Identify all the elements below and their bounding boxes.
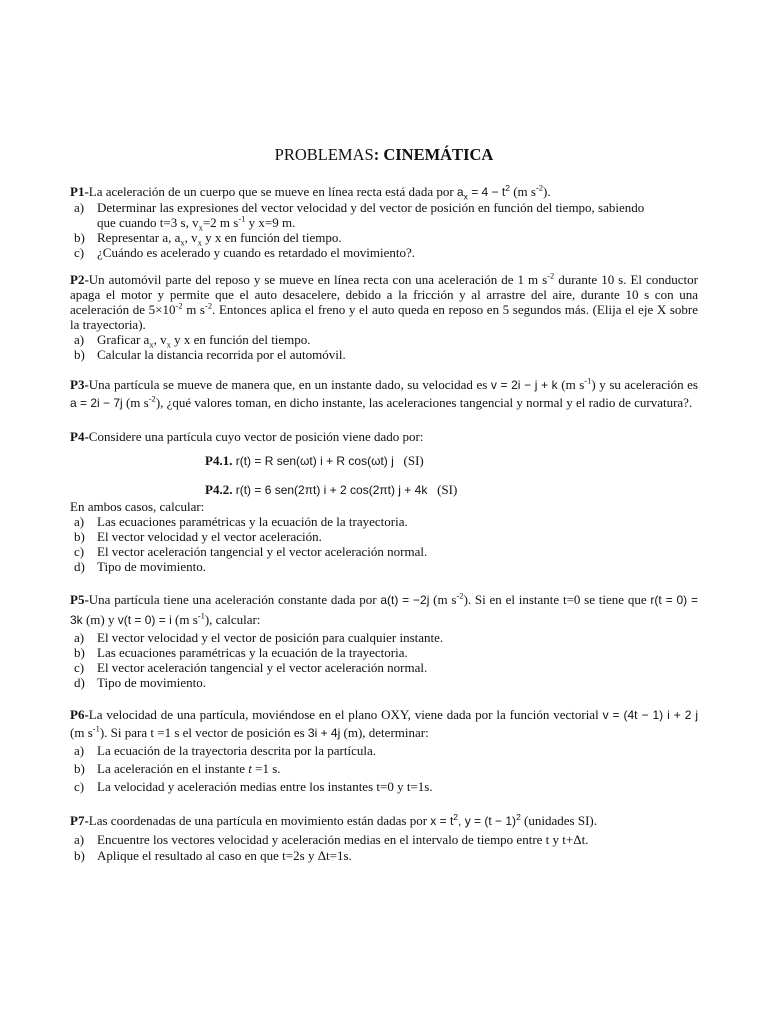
list-item — [70, 347, 698, 362]
item-marker: c) — [74, 245, 85, 260]
list-item — [70, 529, 698, 544]
list-item — [70, 848, 698, 864]
problem-6 — [70, 706, 698, 796]
list-item — [70, 675, 698, 690]
problem-3 — [70, 376, 698, 412]
list-item — [70, 742, 698, 760]
velocity-formula: v(t = 0) = i — [117, 613, 172, 627]
item-marker: b) — [74, 848, 85, 863]
title-prefix: PROBLEMAS — [274, 145, 374, 164]
item-text: que cuando t=3 s, v — [97, 215, 199, 230]
item-text: La ecuación de la trayectoria descrita por la partícula. — [97, 743, 376, 758]
problem-label: P2- — [70, 272, 89, 287]
coordinates-formula: $x = t^2$, $y = (t - 1)^2$ — [430, 812, 521, 828]
item-marker: a) — [74, 832, 85, 847]
problem-5 — [70, 590, 698, 690]
item-text: Las ecuaciones paramétricas y la ecuación de la trayectoria. — [97, 514, 408, 529]
item-text: Las ecuaciones paramétricas y la ecuación de la trayectoria. — [97, 645, 408, 660]
acceleration-formula: $a_x = 4 - t^2$ — [456, 183, 510, 202]
page-title — [70, 0, 698, 164]
item-text: Encuentre los vectores velocidad y aceleración medias en el intervalo de tiempo entre t y t+Δt. — [97, 832, 589, 847]
item-text: Tipo de movimiento. — [97, 675, 206, 690]
item-text: El vector aceleración tangencial y el vector aceleración normal. — [97, 544, 428, 559]
problem-label: P4- — [70, 429, 89, 444]
problem-2 — [70, 272, 698, 362]
position-formula: r(t) = 6 sen(2πt) i + 2 cos(2πt) j + 4k — [235, 483, 428, 497]
problem-label: P7- — [70, 813, 89, 828]
unit-exponent: -2 — [535, 182, 544, 193]
list-item — [70, 544, 698, 559]
problem-4-items — [70, 514, 698, 574]
item-text: La velocidad y aceleración medias entre los instantes t=0 y t=1s. — [97, 779, 433, 794]
list-item — [70, 645, 698, 660]
list-item — [70, 778, 698, 796]
item-text: ¿Cuándo es acelerado y cuando es retardado el movimiento?. — [97, 245, 416, 260]
acceleration-formula: a = 2i − 7j — [70, 396, 123, 410]
item-marker: c) — [74, 779, 85, 794]
item-marker: a) — [74, 332, 85, 347]
problem-7 — [70, 813, 698, 864]
list-item: a) Graficar $a_x$, $v_x$ y x en función del tiempo. — [74, 332, 311, 350]
list-item — [70, 630, 698, 645]
subproblem-label: P4.2. — [205, 482, 233, 497]
intro-text: En ambos casos, calcular: — [70, 499, 205, 514]
problem-1-statement — [70, 184, 698, 200]
item-text: El vector velocidad y el vector aceleración. — [97, 529, 322, 544]
item-text: El vector velocidad y el vector de posición para cualquier instante. — [97, 630, 444, 645]
list-item — [70, 559, 698, 574]
unit-text: (SI) — [437, 482, 458, 497]
item-marker: b) — [74, 230, 85, 245]
item-marker: a) — [74, 514, 85, 529]
item-text: El vector aceleración tangencial y el vector aceleración normal. — [97, 660, 428, 675]
unit-text: (SI) — [403, 453, 424, 468]
item-marker: a) — [74, 630, 85, 645]
title-topic: CINEMÁTICA — [383, 145, 494, 164]
position-formula: 3i + 4j — [307, 726, 341, 740]
unit-end: ). — [543, 184, 551, 199]
problem-5-statement: P5-Una partícula tiene una aceleración constante dada por a(t) = −2j (m $s^{-2}$). Si en el instante t=0 se tiene que r(t = 0) = 3k (m) y v(t = 0) = i (m $s^{-1}$), calcular: — [70, 590, 698, 627]
item-text: Calcular la distancia recorrida por el automóvil. — [97, 347, 346, 362]
unit-text: (m s — [509, 184, 536, 199]
item-marker: b) — [74, 761, 85, 776]
problem-label: P6- — [70, 707, 89, 722]
problem-5-items — [70, 630, 698, 690]
problem-label: P3- — [70, 377, 89, 392]
item-marker: b) — [74, 529, 85, 544]
problem-4 — [70, 429, 698, 574]
item-text: Tipo de movimiento. — [97, 559, 206, 574]
list-item: b) Representar a, $a_x$, $v_x$ y x en función del tiempo. — [74, 230, 342, 248]
problem-6-items — [70, 742, 698, 796]
problem-1 — [70, 184, 698, 260]
statement-text: La aceleración de un cuerpo que se mueve en línea recta está dada por — [88, 184, 454, 199]
problem-4-statement — [70, 429, 698, 444]
item-marker: c) — [74, 544, 85, 559]
item-marker: a) — [74, 200, 85, 215]
item-marker: b) — [74, 645, 85, 660]
item-marker: c) — [74, 660, 85, 675]
position-formula: r(t) = R sen(ωt) i + R cos(ωt) j — [235, 454, 394, 468]
subproblem-4-1 — [70, 453, 698, 469]
subproblem-4-2 — [70, 482, 698, 498]
item-text: Determinar las expresiones del vector velocidad y del vector de posición en función del tiempo, sabiendo — [97, 200, 645, 215]
item-marker: d) — [74, 559, 85, 574]
item-marker: b) — [74, 347, 85, 362]
list-item — [70, 832, 698, 848]
list-item — [70, 514, 698, 529]
problem-3-statement: P3-Una partícula se mueve de manera que, en un instante dado, su velocidad es v = 2i − j + k (m $s^{-1}$) y su aceleración es a = 2i − 7j (m $s^{-2}$), ¿qué valores toman, en dicho instante, las aceleraciones tangencial y normal y el radio de curvatura?. — [70, 375, 698, 410]
list-item — [70, 245, 698, 260]
velocity-formula: v = (4t − 1) i + 2 j — [602, 708, 698, 722]
statement-text: Considere una partícula cuyo vector de posición viene dado por: — [88, 429, 424, 444]
list-item: a) Determinar las expresiones del vector velocidad y del vector de posición en función del tiempo, sabiendo que cuando t=3 s, $v_x=2$ m $s^{-1}$ y x=9 m. — [74, 200, 645, 233]
problem-label: P5- — [70, 592, 89, 607]
problem-2-items — [70, 332, 698, 362]
list-item — [70, 660, 698, 675]
problem-2-statement: P2-Un automóvil parte del reposo y se mueve en línea recta con una aceleración de 1 m $s^{-2}$ durante 10 s. El conductor apaga el motor y permite que el auto desacelere, debido a la fricción y al arrastre del aire, durante 10 s con una aceleración de $5\times 10^{-2}$ m $s^{-2}$. Entonces aplica el freno y el auto queda en reposo en 5 segundos más. (Elija el eje X sobre la trayectoria). — [70, 270, 699, 332]
problem-6-statement: P6-La velocidad de una partícula, moviéndose en el plano OXY, viene dada por la función vectorial v = (4t − 1) i + 2 j (m $s^{-1}$). Si para t =1 s el vector de posición es 3i + 4j (m), determinar: — [70, 707, 698, 740]
problem-label: P1- — [70, 184, 89, 199]
velocity-formula: v = 2i − j + k — [490, 378, 558, 392]
item-text: Aplique el resultado al caso en que t=2s y Δt=1s. — [97, 848, 352, 863]
problem-7-statement: P7-Las coordenadas de una partícula en movimiento están dadas por $x = t^2$, $y = (t - 1)^2$ (unidades SI). — [70, 812, 597, 828]
position-formula: r(t = 0) = 3k — [70, 593, 698, 627]
item-marker: a) — [74, 743, 85, 758]
list-item: b) La aceleración en el instante t =1 s. — [74, 761, 281, 776]
problem-7-items — [70, 832, 698, 864]
problem-1-items — [70, 200, 698, 260]
title-colon: : — [373, 145, 380, 164]
item-marker: d) — [74, 675, 85, 690]
acceleration-formula: a(t) = −2j — [380, 593, 430, 607]
subproblem-label: P4.1. — [205, 453, 233, 468]
